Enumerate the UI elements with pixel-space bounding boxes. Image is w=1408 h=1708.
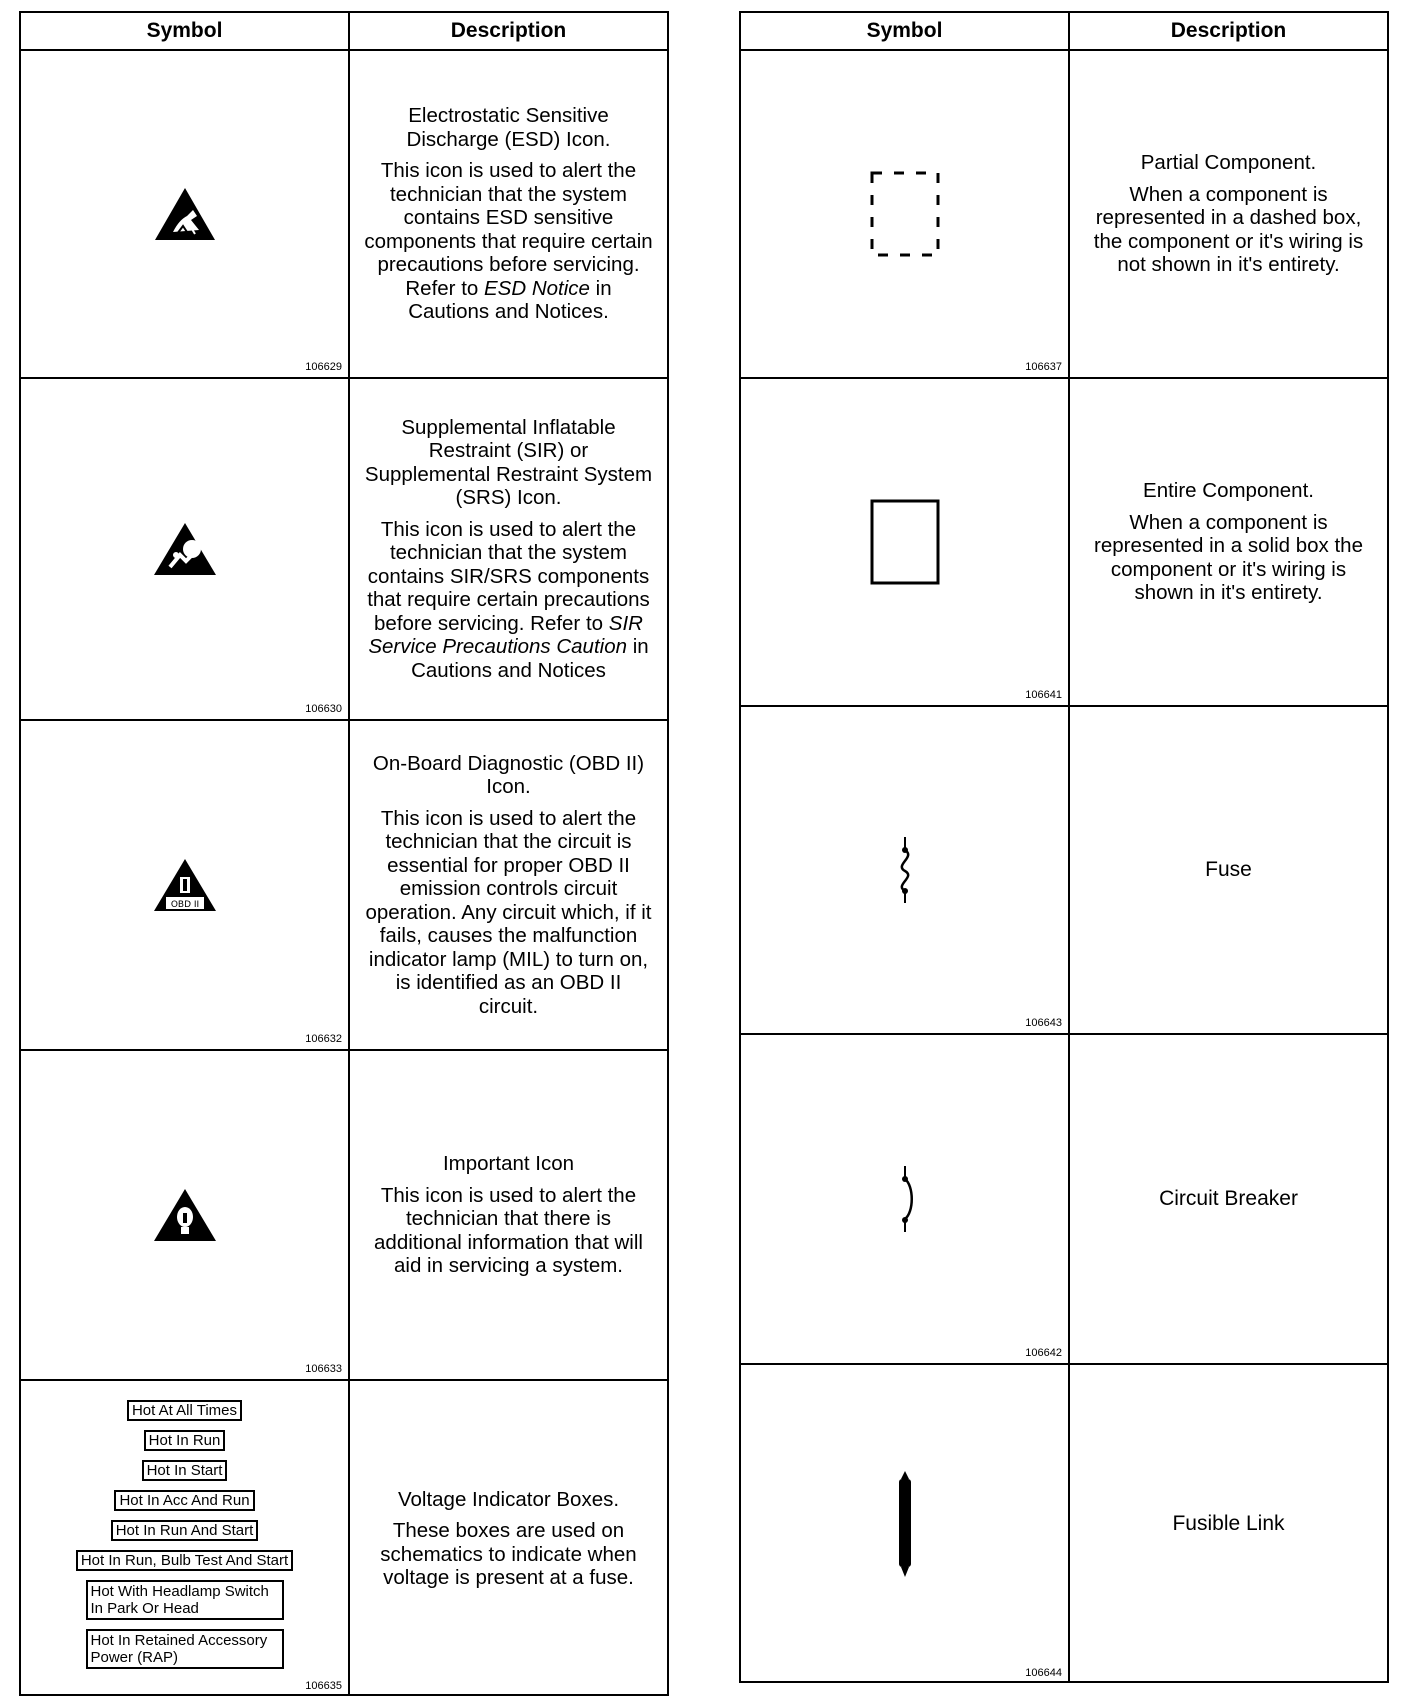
description-cell [350, 1381, 667, 1696]
voltage-box: Hot At All Times [127, 1400, 242, 1421]
figure-number: 106637 [1025, 361, 1062, 373]
description-cell [1070, 707, 1387, 1033]
description-title: Circuit Breaker [1159, 1187, 1298, 1211]
description-title: Partial Component. [1140, 151, 1317, 175]
symbol-cell [741, 1035, 1070, 1363]
symbol-cell [741, 1365, 1070, 1683]
table-row [21, 721, 667, 1051]
description-body: When a component is represented in a dashed box, the component or it's wiring is not shown in it's entirety. [1093, 182, 1364, 277]
table-row [741, 379, 1387, 707]
table-row [21, 1381, 667, 1696]
description-body: This icon is used to alert the technician that the system contains ESD sensitive components that require certain precautions before servicing. Refer to ESD Notice in Cautions and Notices. [364, 159, 653, 324]
description-title: Electrostatic Sensitive Discharge (ESD) Icon. [406, 104, 611, 151]
description-cell [350, 721, 667, 1049]
obd-icon-label: OBD II [170, 900, 199, 910]
description-cell [1070, 379, 1387, 705]
sir-srs-icon [152, 521, 218, 577]
symbol-column-header: Symbol [741, 13, 1070, 49]
symbol-cell [21, 1381, 350, 1696]
voltage-box: Hot In Run [144, 1430, 226, 1451]
left-symbol-table [19, 11, 669, 1696]
description-cell [350, 379, 667, 719]
table-row [741, 1035, 1387, 1365]
voltage-box: Hot In Start [142, 1460, 228, 1481]
description-title: On-Board Diagnostic (OBD II) Icon. [372, 751, 645, 799]
important-icon [152, 1187, 218, 1243]
fuse-symbol [890, 835, 920, 905]
description-body: This icon is used to alert the technician that the circuit is essential for proper OBD II emission controls circuit operation. Any circuit which, if it fails, causes the malfunction indicator lamp (MIL) to turn on, is identified as an OBD II circuit. [365, 806, 652, 1018]
voltage-indicator-boxes [76, 1400, 293, 1669]
description-cell [1070, 1035, 1387, 1363]
entire-component-symbol [870, 499, 940, 585]
symbol-cell [21, 51, 350, 377]
description-body: This icon is used to alert the technician that the system contains SIR/SRS components that require certain precautions before servicing. Refer to SIR Service Precautions Caution in Cautions and Notices [367, 517, 650, 682]
circuit-breaker-symbol [890, 1164, 920, 1234]
figure-number: 106629 [305, 361, 342, 373]
fusible-link-symbol [890, 1469, 920, 1579]
description-body: This icon is used to alert the technician that there is additional information that will aid in servicing a system. [374, 1183, 643, 1278]
symbol-cell [741, 379, 1070, 705]
obd-ii-icon [152, 857, 218, 913]
voltage-box: Hot In Retained Accessory Power (RAP) [86, 1629, 284, 1669]
symbol-cell [21, 379, 350, 719]
description-title: Entire Component. [1143, 479, 1314, 503]
description-title: Fuse [1205, 858, 1252, 882]
table-row [741, 1365, 1387, 1683]
right-symbol-table [739, 11, 1389, 1683]
figure-number: 106630 [305, 703, 342, 715]
figure-number: 106635 [305, 1680, 342, 1692]
description-title: Fusible Link [1172, 1512, 1285, 1536]
figure-number: 106643 [1025, 1017, 1062, 1029]
description-cell [1070, 51, 1387, 377]
voltage-box: Hot With Headlamp Switch In Park Or Head [86, 1580, 284, 1620]
table-row [21, 379, 667, 721]
table-header [21, 13, 667, 51]
table-row [21, 1051, 667, 1381]
symbol-cell [741, 51, 1070, 377]
figure-number: 106633 [305, 1363, 342, 1375]
voltage-box: Hot In Run, Bulb Test And Start [76, 1550, 293, 1571]
figure-number: 106632 [305, 1033, 342, 1045]
table-header [741, 13, 1387, 51]
voltage-box: Hot In Run And Start [111, 1520, 259, 1541]
symbol-cell [21, 1051, 350, 1379]
description-cell [350, 51, 667, 377]
description-column-header: Description [450, 19, 567, 42]
description-title: Important Icon [442, 1152, 575, 1176]
symbol-cell [741, 707, 1070, 1033]
symbol-cell [21, 721, 350, 1049]
description-title: Supplemental Inflatable Restraint (SIR) or Supplemental Restraint System (SRS) Icon. [364, 415, 653, 510]
table-row [741, 51, 1387, 379]
description-body: When a component is represented in a solid box the component or it's wiring is shown in it's entirety. [1094, 510, 1363, 605]
description-column-header: Description [1170, 19, 1287, 42]
figure-number: 106642 [1025, 1347, 1062, 1359]
description-cell [1070, 1365, 1387, 1683]
description-title: Voltage Indicator Boxes. [397, 1487, 620, 1511]
figure-number: 106641 [1025, 689, 1062, 701]
description-cell [350, 1051, 667, 1379]
description-body: These boxes are used on schematics to indicate when voltage is present at a fuse. [380, 1519, 637, 1589]
partial-component-symbol [870, 171, 940, 257]
figure-number: 106644 [1025, 1667, 1062, 1679]
table-row [741, 707, 1387, 1035]
esd-icon [153, 186, 217, 242]
voltage-box: Hot In Acc And Run [114, 1490, 254, 1511]
symbol-column-header: Symbol [21, 13, 350, 49]
table-row [21, 51, 667, 379]
